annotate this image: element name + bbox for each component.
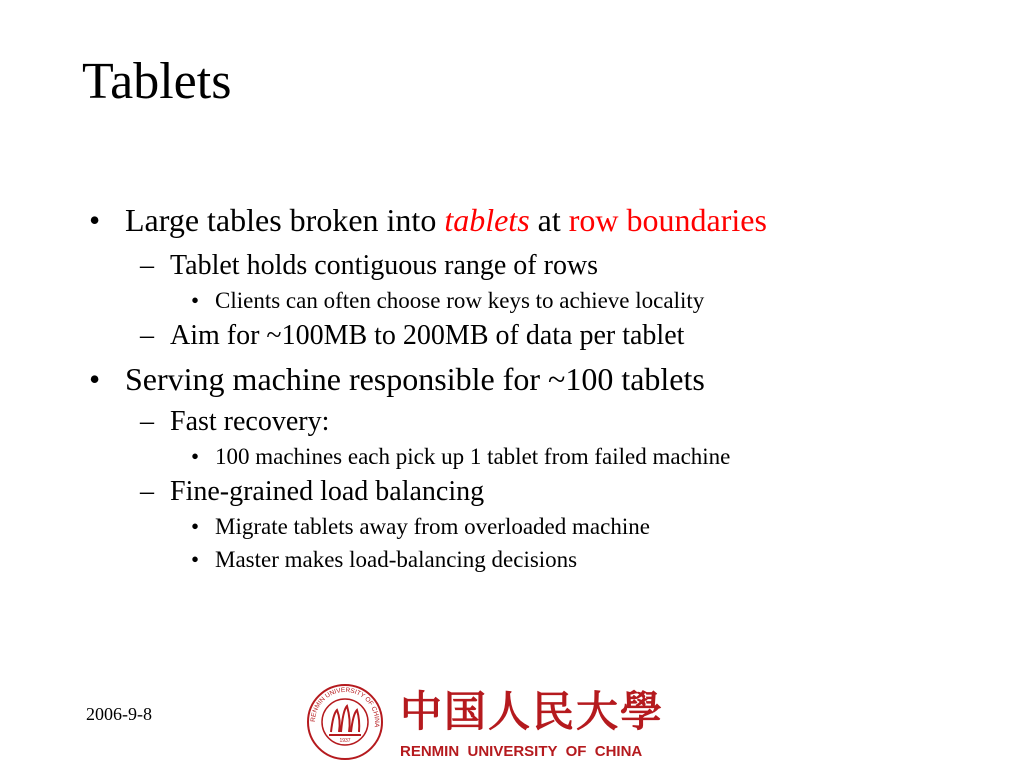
emphasis-tablets: tablets: [444, 202, 530, 238]
bullet-dot: •: [191, 444, 200, 469]
slide-title: Tablets: [82, 53, 232, 110]
bullet-dash: –: [140, 476, 154, 507]
bullet-text: Serving machine responsible for ~100 tablets: [125, 361, 705, 397]
bullet-text: Migrate tablets away from overloaded machine: [215, 514, 650, 539]
logo-chinese-name: 中国人民大學: [400, 687, 665, 736]
bullet-text: Aim for ~100MB to 200MB of data per tablet: [170, 320, 685, 351]
bullet-dot: •: [89, 361, 101, 397]
bullet-text: 100 machines each pick up 1 tablet from failed machine: [215, 444, 731, 469]
bullet-dot: •: [191, 514, 200, 539]
footer-date: 2006-9-8: [86, 704, 152, 724]
bullet-dot: •: [191, 547, 200, 572]
bullet-dot: •: [89, 202, 101, 238]
emphasis-row-boundaries: row boundaries: [568, 202, 767, 238]
seal-ring-text: RENMIN UNIVERSITY OF CHINA: [309, 686, 381, 728]
university-logo: [307, 680, 697, 764]
university-seal-icon: [308, 685, 382, 759]
bullet-text: Master makes load-balancing decisions: [215, 547, 578, 572]
bullet-text: Large tables broken into tablets at row boundaries: [125, 202, 767, 238]
bullet-text: Fast recovery:: [170, 406, 330, 437]
bullet-text: Tablet holds contiguous range of rows: [170, 250, 599, 281]
bullet-text: Fine-grained load balancing: [170, 476, 485, 507]
seal-year: 1937: [339, 738, 351, 744]
bullet-dash: –: [140, 320, 154, 351]
bullet-dash: –: [140, 250, 154, 281]
bullet-dash: –: [140, 406, 154, 437]
bullet-dot: •: [191, 288, 200, 313]
logo-english-name: RENMIN UNIVERSITY OF CHINA: [400, 743, 643, 760]
bullet-text: Clients can often choose row keys to achieve locality: [215, 288, 705, 313]
